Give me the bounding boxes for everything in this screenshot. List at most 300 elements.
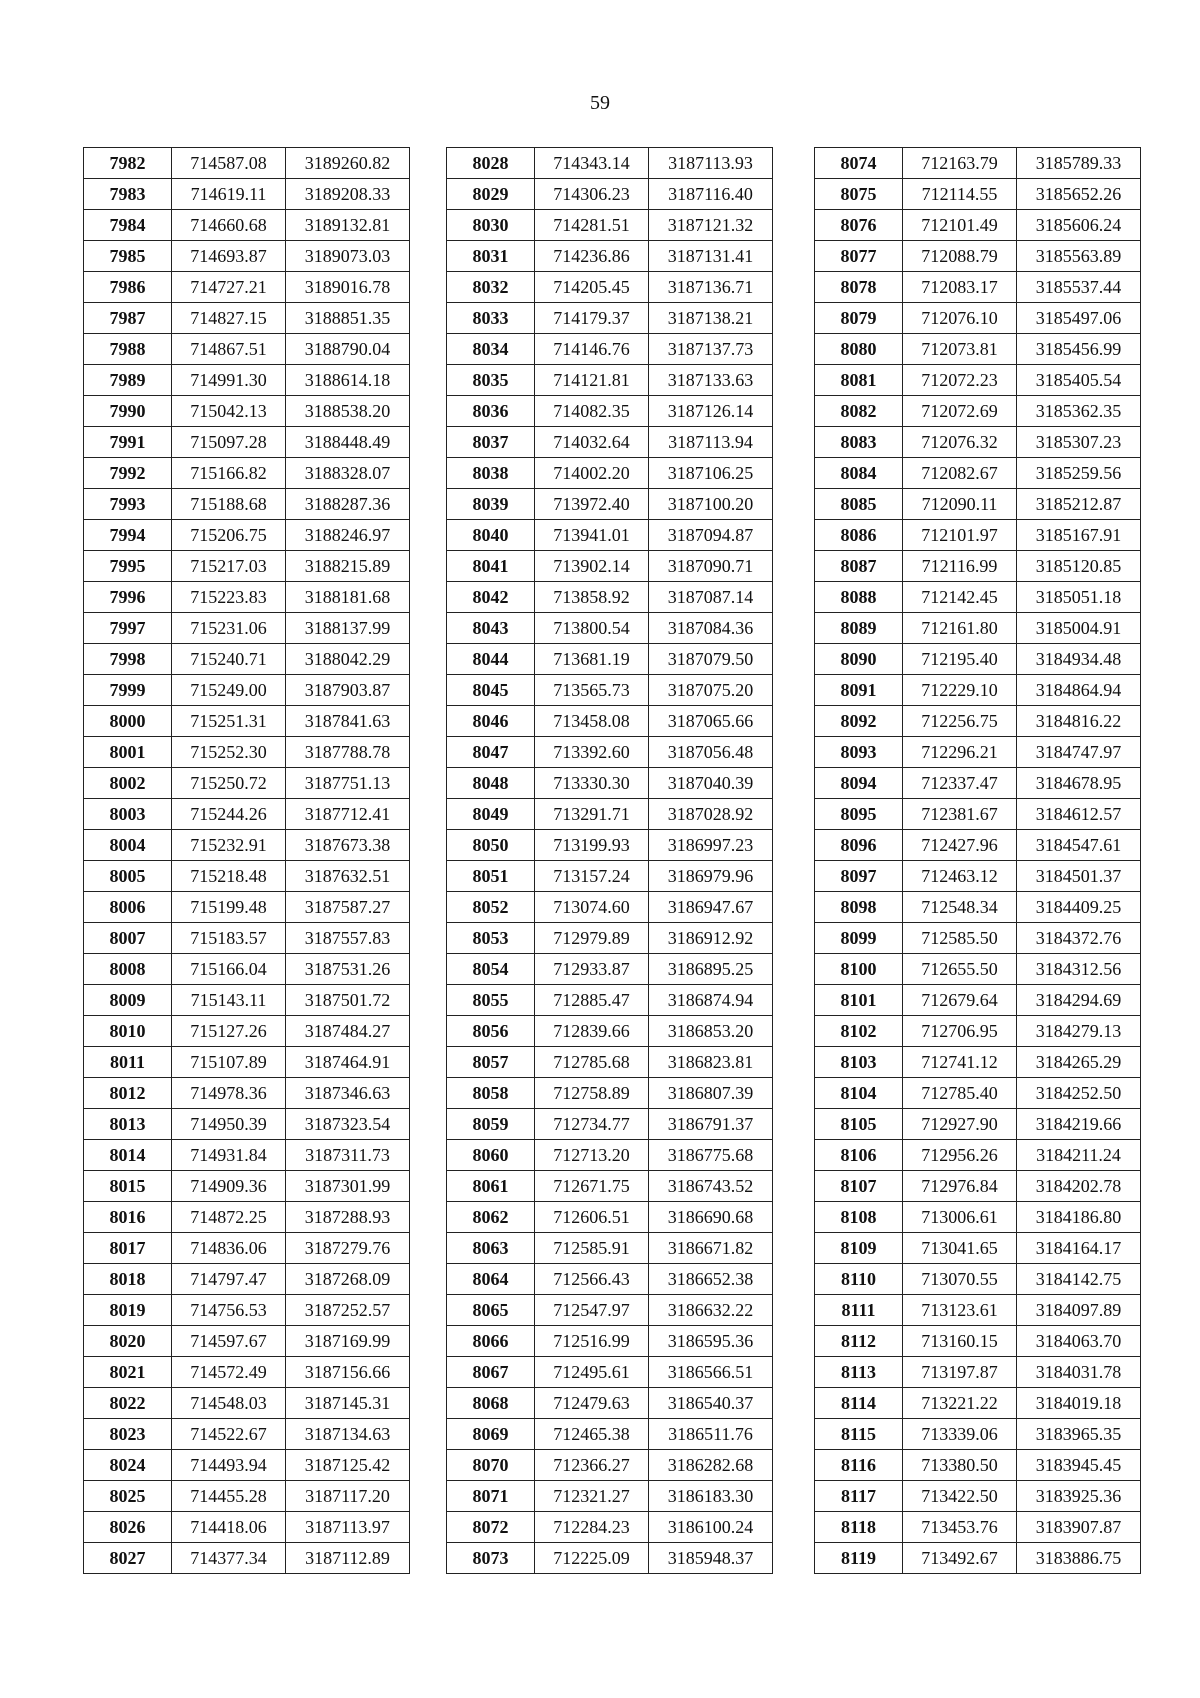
x-coordinate-cell: 715250.72	[172, 768, 286, 799]
x-coordinate-cell: 715107.89	[172, 1047, 286, 1078]
x-coordinate-cell: 713291.71	[535, 799, 649, 830]
table-row	[84, 489, 410, 520]
y-coordinate-cell: 3188851.35	[286, 303, 410, 334]
y-coordinate-cell: 3186807.39	[649, 1078, 773, 1109]
y-coordinate-cell: 3187094.87	[649, 520, 773, 551]
y-coordinate-cell: 3185167.91	[1017, 520, 1141, 551]
table-row	[815, 489, 1141, 520]
table-row	[447, 985, 773, 1016]
y-coordinate-cell: 3184019.18	[1017, 1388, 1141, 1419]
y-coordinate-cell: 3184031.78	[1017, 1357, 1141, 1388]
point-number-cell: 8076	[815, 210, 903, 241]
table-row	[815, 241, 1141, 272]
table-row	[84, 613, 410, 644]
table-row	[84, 458, 410, 489]
table-row	[84, 241, 410, 272]
point-number-cell: 8021	[84, 1357, 172, 1388]
x-coordinate-cell: 713453.76	[903, 1512, 1017, 1543]
point-number-cell: 8107	[815, 1171, 903, 1202]
x-coordinate-cell: 712548.34	[903, 892, 1017, 923]
x-coordinate-cell: 713972.40	[535, 489, 649, 520]
y-coordinate-cell: 3185405.54	[1017, 365, 1141, 396]
y-coordinate-cell: 3189073.03	[286, 241, 410, 272]
y-coordinate-cell: 3187673.38	[286, 830, 410, 861]
table-row	[815, 427, 1141, 458]
y-coordinate-cell: 3184312.56	[1017, 954, 1141, 985]
table-row	[815, 923, 1141, 954]
x-coordinate-cell: 713074.60	[535, 892, 649, 923]
table-row	[447, 706, 773, 737]
y-coordinate-cell: 3187084.36	[649, 613, 773, 644]
y-coordinate-cell: 3187531.26	[286, 954, 410, 985]
x-coordinate-cell: 713800.54	[535, 613, 649, 644]
point-number-cell: 8090	[815, 644, 903, 675]
table-row	[815, 1202, 1141, 1233]
point-number-cell: 8041	[447, 551, 535, 582]
point-number-cell: 7995	[84, 551, 172, 582]
table-row	[84, 520, 410, 551]
point-number-cell: 8016	[84, 1202, 172, 1233]
table-row	[84, 1388, 410, 1419]
x-coordinate-cell: 712142.45	[903, 582, 1017, 613]
x-coordinate-cell: 712655.50	[903, 954, 1017, 985]
y-coordinate-cell: 3187112.89	[286, 1543, 410, 1574]
table-row	[447, 489, 773, 520]
point-number-cell: 8100	[815, 954, 903, 985]
table-row	[447, 427, 773, 458]
x-coordinate-cell: 712195.40	[903, 644, 1017, 675]
y-coordinate-cell: 3187079.50	[649, 644, 773, 675]
y-coordinate-cell: 3186912.92	[649, 923, 773, 954]
x-coordinate-cell: 714727.21	[172, 272, 286, 303]
x-coordinate-cell: 713330.30	[535, 768, 649, 799]
table-row	[815, 1357, 1141, 1388]
table-row	[447, 1047, 773, 1078]
x-coordinate-cell: 713070.55	[903, 1264, 1017, 1295]
table-row	[815, 551, 1141, 582]
point-number-cell: 7994	[84, 520, 172, 551]
x-coordinate-cell: 712606.51	[535, 1202, 649, 1233]
table-row	[84, 861, 410, 892]
table-row	[84, 737, 410, 768]
y-coordinate-cell: 3186690.68	[649, 1202, 773, 1233]
point-number-cell: 8113	[815, 1357, 903, 1388]
point-number-cell: 8049	[447, 799, 535, 830]
point-number-cell: 7998	[84, 644, 172, 675]
y-coordinate-cell: 3184219.66	[1017, 1109, 1141, 1140]
table-row	[84, 272, 410, 303]
point-number-cell: 7999	[84, 675, 172, 706]
table-row	[815, 1512, 1141, 1543]
y-coordinate-cell: 3187712.41	[286, 799, 410, 830]
table-row	[815, 1016, 1141, 1047]
x-coordinate-cell: 712101.49	[903, 210, 1017, 241]
y-coordinate-cell: 3187133.63	[649, 365, 773, 396]
x-coordinate-cell: 712088.79	[903, 241, 1017, 272]
table-row	[447, 1016, 773, 1047]
y-coordinate-cell: 3184409.25	[1017, 892, 1141, 923]
y-coordinate-cell: 3187288.93	[286, 1202, 410, 1233]
point-number-cell: 8071	[447, 1481, 535, 1512]
y-coordinate-cell: 3187065.66	[649, 706, 773, 737]
table-row	[447, 954, 773, 985]
y-coordinate-cell: 3186282.68	[649, 1450, 773, 1481]
table-row	[815, 706, 1141, 737]
point-number-cell: 7988	[84, 334, 172, 365]
x-coordinate-cell: 715231.06	[172, 613, 286, 644]
table-row	[815, 1450, 1141, 1481]
table-row	[84, 179, 410, 210]
point-number-cell: 8060	[447, 1140, 535, 1171]
point-number-cell: 8053	[447, 923, 535, 954]
point-number-cell: 8030	[447, 210, 535, 241]
point-number-cell: 8103	[815, 1047, 903, 1078]
point-number-cell: 8086	[815, 520, 903, 551]
point-number-cell: 8008	[84, 954, 172, 985]
x-coordinate-cell: 714991.30	[172, 365, 286, 396]
point-number-cell: 8057	[447, 1047, 535, 1078]
x-coordinate-cell: 712585.91	[535, 1233, 649, 1264]
point-number-cell: 8061	[447, 1171, 535, 1202]
table-row	[447, 923, 773, 954]
y-coordinate-cell: 3187125.42	[286, 1450, 410, 1481]
table-row	[447, 830, 773, 861]
table-row	[815, 1047, 1141, 1078]
point-number-cell: 8044	[447, 644, 535, 675]
table-row	[447, 861, 773, 892]
table-row	[815, 861, 1141, 892]
point-number-cell: 8028	[447, 148, 535, 179]
table-row	[815, 334, 1141, 365]
table-row	[84, 210, 410, 241]
table-row	[84, 1264, 410, 1295]
point-number-cell: 8096	[815, 830, 903, 861]
y-coordinate-cell: 3187137.73	[649, 334, 773, 365]
point-number-cell: 8065	[447, 1295, 535, 1326]
x-coordinate-cell: 712076.32	[903, 427, 1017, 458]
point-number-cell: 8085	[815, 489, 903, 520]
y-coordinate-cell: 3185307.23	[1017, 427, 1141, 458]
table-row	[447, 1233, 773, 1264]
table-row	[447, 179, 773, 210]
y-coordinate-cell: 3186979.96	[649, 861, 773, 892]
point-number-cell: 8034	[447, 334, 535, 365]
y-coordinate-cell: 3187346.63	[286, 1078, 410, 1109]
table-row	[815, 1078, 1141, 1109]
y-coordinate-cell: 3185606.24	[1017, 210, 1141, 241]
y-coordinate-cell: 3185456.99	[1017, 334, 1141, 365]
x-coordinate-cell: 715143.11	[172, 985, 286, 1016]
x-coordinate-cell: 715183.57	[172, 923, 286, 954]
table-row	[815, 365, 1141, 396]
x-coordinate-cell: 712979.89	[535, 923, 649, 954]
point-number-cell: 8022	[84, 1388, 172, 1419]
point-number-cell: 8067	[447, 1357, 535, 1388]
x-coordinate-cell: 715166.04	[172, 954, 286, 985]
y-coordinate-cell: 3188215.89	[286, 551, 410, 582]
point-number-cell: 8077	[815, 241, 903, 272]
y-coordinate-cell: 3185563.89	[1017, 241, 1141, 272]
x-coordinate-cell: 715206.75	[172, 520, 286, 551]
x-coordinate-cell: 714418.06	[172, 1512, 286, 1543]
x-coordinate-cell: 714867.51	[172, 334, 286, 365]
y-coordinate-cell: 3186791.37	[649, 1109, 773, 1140]
x-coordinate-cell: 712163.79	[903, 148, 1017, 179]
y-coordinate-cell: 3187557.83	[286, 923, 410, 954]
point-number-cell: 8075	[815, 179, 903, 210]
x-coordinate-cell: 714146.76	[535, 334, 649, 365]
y-coordinate-cell: 3184265.29	[1017, 1047, 1141, 1078]
x-coordinate-cell: 714082.35	[535, 396, 649, 427]
x-coordinate-cell: 714306.23	[535, 179, 649, 210]
point-number-cell: 8009	[84, 985, 172, 1016]
y-coordinate-cell: 3185120.85	[1017, 551, 1141, 582]
point-number-cell: 8019	[84, 1295, 172, 1326]
point-number-cell: 8047	[447, 737, 535, 768]
table-row	[447, 334, 773, 365]
point-number-cell: 8052	[447, 892, 535, 923]
point-number-cell: 8118	[815, 1512, 903, 1543]
x-coordinate-cell: 714660.68	[172, 210, 286, 241]
point-number-cell: 8013	[84, 1109, 172, 1140]
y-coordinate-cell: 3186595.36	[649, 1326, 773, 1357]
point-number-cell: 8066	[447, 1326, 535, 1357]
point-number-cell: 7982	[84, 148, 172, 179]
point-number-cell: 7991	[84, 427, 172, 458]
x-coordinate-cell: 712927.90	[903, 1109, 1017, 1140]
point-number-cell: 8051	[447, 861, 535, 892]
point-number-cell: 8017	[84, 1233, 172, 1264]
table-row	[84, 148, 410, 179]
point-number-cell: 8007	[84, 923, 172, 954]
point-number-cell: 8018	[84, 1264, 172, 1295]
point-number-cell: 8058	[447, 1078, 535, 1109]
x-coordinate-cell: 712839.66	[535, 1016, 649, 1047]
table-row	[447, 1512, 773, 1543]
point-number-cell: 8078	[815, 272, 903, 303]
x-coordinate-cell: 713902.14	[535, 551, 649, 582]
point-number-cell: 8117	[815, 1481, 903, 1512]
table-row	[815, 892, 1141, 923]
x-coordinate-cell: 712366.27	[535, 1450, 649, 1481]
y-coordinate-cell: 3183925.36	[1017, 1481, 1141, 1512]
x-coordinate-cell: 712284.23	[535, 1512, 649, 1543]
point-number-cell: 8070	[447, 1450, 535, 1481]
x-coordinate-cell: 712585.50	[903, 923, 1017, 954]
table-row	[447, 148, 773, 179]
point-number-cell: 8000	[84, 706, 172, 737]
y-coordinate-cell: 3187484.27	[286, 1016, 410, 1047]
x-coordinate-cell: 715240.71	[172, 644, 286, 675]
y-coordinate-cell: 3187464.91	[286, 1047, 410, 1078]
x-coordinate-cell: 712758.89	[535, 1078, 649, 1109]
x-coordinate-cell: 714619.11	[172, 179, 286, 210]
x-coordinate-cell: 712082.67	[903, 458, 1017, 489]
table-row	[84, 1543, 410, 1574]
table-row	[84, 985, 410, 1016]
point-number-cell: 8093	[815, 737, 903, 768]
x-coordinate-cell: 714872.25	[172, 1202, 286, 1233]
table-row	[84, 830, 410, 861]
table-row	[84, 1109, 410, 1140]
table-row	[815, 210, 1141, 241]
y-coordinate-cell: 3184612.57	[1017, 799, 1141, 830]
x-coordinate-cell: 714377.34	[172, 1543, 286, 1574]
point-number-cell: 8004	[84, 830, 172, 861]
table-row	[84, 1047, 410, 1078]
table-row	[84, 1326, 410, 1357]
point-number-cell: 8119	[815, 1543, 903, 1574]
point-number-cell: 7983	[84, 179, 172, 210]
y-coordinate-cell: 3187040.39	[649, 768, 773, 799]
point-number-cell: 8088	[815, 582, 903, 613]
point-number-cell: 8002	[84, 768, 172, 799]
x-coordinate-cell: 712381.67	[903, 799, 1017, 830]
point-number-cell: 7985	[84, 241, 172, 272]
y-coordinate-cell: 3187117.20	[286, 1481, 410, 1512]
y-coordinate-cell: 3187087.14	[649, 582, 773, 613]
point-number-cell: 8079	[815, 303, 903, 334]
x-coordinate-cell: 712337.47	[903, 768, 1017, 799]
x-coordinate-cell: 712566.43	[535, 1264, 649, 1295]
x-coordinate-cell: 713492.67	[903, 1543, 1017, 1574]
point-number-cell: 8087	[815, 551, 903, 582]
coordinates-table-1	[83, 147, 410, 1574]
table-row	[84, 706, 410, 737]
table-row	[447, 551, 773, 582]
point-number-cell: 8037	[447, 427, 535, 458]
x-coordinate-cell: 712101.97	[903, 520, 1017, 551]
y-coordinate-cell: 3186895.25	[649, 954, 773, 985]
point-number-cell: 8026	[84, 1512, 172, 1543]
table-row	[447, 1481, 773, 1512]
x-coordinate-cell: 713197.87	[903, 1357, 1017, 1388]
x-coordinate-cell: 715166.82	[172, 458, 286, 489]
point-number-cell: 8115	[815, 1419, 903, 1450]
point-number-cell: 8010	[84, 1016, 172, 1047]
table-row	[447, 1388, 773, 1419]
table-row	[447, 1357, 773, 1388]
x-coordinate-cell: 715188.68	[172, 489, 286, 520]
y-coordinate-cell: 3185789.33	[1017, 148, 1141, 179]
point-number-cell: 7986	[84, 272, 172, 303]
x-coordinate-cell: 715097.28	[172, 427, 286, 458]
x-coordinate-cell: 712321.27	[535, 1481, 649, 1512]
table-row	[447, 582, 773, 613]
x-coordinate-cell: 713160.15	[903, 1326, 1017, 1357]
point-number-cell: 8048	[447, 768, 535, 799]
table-row	[84, 1202, 410, 1233]
x-coordinate-cell: 714548.03	[172, 1388, 286, 1419]
table-row	[84, 1016, 410, 1047]
table-row	[84, 923, 410, 954]
point-number-cell: 8011	[84, 1047, 172, 1078]
x-coordinate-cell: 712072.69	[903, 396, 1017, 427]
y-coordinate-cell: 3187138.21	[649, 303, 773, 334]
x-coordinate-cell: 712090.11	[903, 489, 1017, 520]
point-number-cell: 7992	[84, 458, 172, 489]
point-number-cell: 8111	[815, 1295, 903, 1326]
y-coordinate-cell: 3185051.18	[1017, 582, 1141, 613]
table-row	[447, 1140, 773, 1171]
y-coordinate-cell: 3183945.45	[1017, 1450, 1141, 1481]
y-coordinate-cell: 3187075.20	[649, 675, 773, 706]
x-coordinate-cell: 714179.37	[535, 303, 649, 334]
table-row	[815, 1326, 1141, 1357]
point-number-cell: 8092	[815, 706, 903, 737]
table-row	[84, 644, 410, 675]
y-coordinate-cell: 3189260.82	[286, 148, 410, 179]
y-coordinate-cell: 3187268.09	[286, 1264, 410, 1295]
point-number-cell: 8033	[447, 303, 535, 334]
y-coordinate-cell: 3186652.38	[649, 1264, 773, 1295]
y-coordinate-cell: 3187090.71	[649, 551, 773, 582]
x-coordinate-cell: 714909.36	[172, 1171, 286, 1202]
point-number-cell: 8095	[815, 799, 903, 830]
y-coordinate-cell: 3188614.18	[286, 365, 410, 396]
y-coordinate-cell: 3186775.68	[649, 1140, 773, 1171]
table-row	[447, 303, 773, 334]
y-coordinate-cell: 3187028.92	[649, 799, 773, 830]
y-coordinate-cell: 3184097.89	[1017, 1295, 1141, 1326]
point-number-cell: 8020	[84, 1326, 172, 1357]
x-coordinate-cell: 712116.99	[903, 551, 1017, 582]
x-coordinate-cell: 715042.13	[172, 396, 286, 427]
table-row	[815, 1481, 1141, 1512]
point-number-cell: 8068	[447, 1388, 535, 1419]
y-coordinate-cell: 3184252.50	[1017, 1078, 1141, 1109]
y-coordinate-cell: 3187126.14	[649, 396, 773, 427]
point-number-cell: 8089	[815, 613, 903, 644]
y-coordinate-cell: 3188790.04	[286, 334, 410, 365]
y-coordinate-cell: 3184211.24	[1017, 1140, 1141, 1171]
point-number-cell: 8091	[815, 675, 903, 706]
point-number-cell: 8050	[447, 830, 535, 861]
y-coordinate-cell: 3185004.91	[1017, 613, 1141, 644]
x-coordinate-cell: 715223.83	[172, 582, 286, 613]
x-coordinate-cell: 714572.49	[172, 1357, 286, 1388]
x-coordinate-cell: 715249.00	[172, 675, 286, 706]
table-row	[447, 1109, 773, 1140]
table-row	[815, 675, 1141, 706]
y-coordinate-cell: 3187301.99	[286, 1171, 410, 1202]
table-row	[84, 303, 410, 334]
point-number-cell: 8064	[447, 1264, 535, 1295]
table-row	[815, 179, 1141, 210]
x-coordinate-cell: 712679.64	[903, 985, 1017, 1016]
x-coordinate-cell: 712547.97	[535, 1295, 649, 1326]
point-number-cell: 8038	[447, 458, 535, 489]
point-number-cell: 8040	[447, 520, 535, 551]
table-row	[447, 1419, 773, 1450]
table-row	[447, 458, 773, 489]
y-coordinate-cell: 3189132.81	[286, 210, 410, 241]
point-number-cell: 8073	[447, 1543, 535, 1574]
point-number-cell: 8014	[84, 1140, 172, 1171]
y-coordinate-cell: 3186671.82	[649, 1233, 773, 1264]
point-number-cell: 8055	[447, 985, 535, 1016]
x-coordinate-cell: 712976.84	[903, 1171, 1017, 1202]
point-number-cell: 8015	[84, 1171, 172, 1202]
y-coordinate-cell: 3187587.27	[286, 892, 410, 923]
table-row	[815, 1233, 1141, 1264]
table-row	[447, 1295, 773, 1326]
table-row	[447, 272, 773, 303]
y-coordinate-cell: 3187134.63	[286, 1419, 410, 1450]
y-coordinate-cell: 3185652.26	[1017, 179, 1141, 210]
point-number-cell: 7997	[84, 613, 172, 644]
y-coordinate-cell: 3188042.29	[286, 644, 410, 675]
